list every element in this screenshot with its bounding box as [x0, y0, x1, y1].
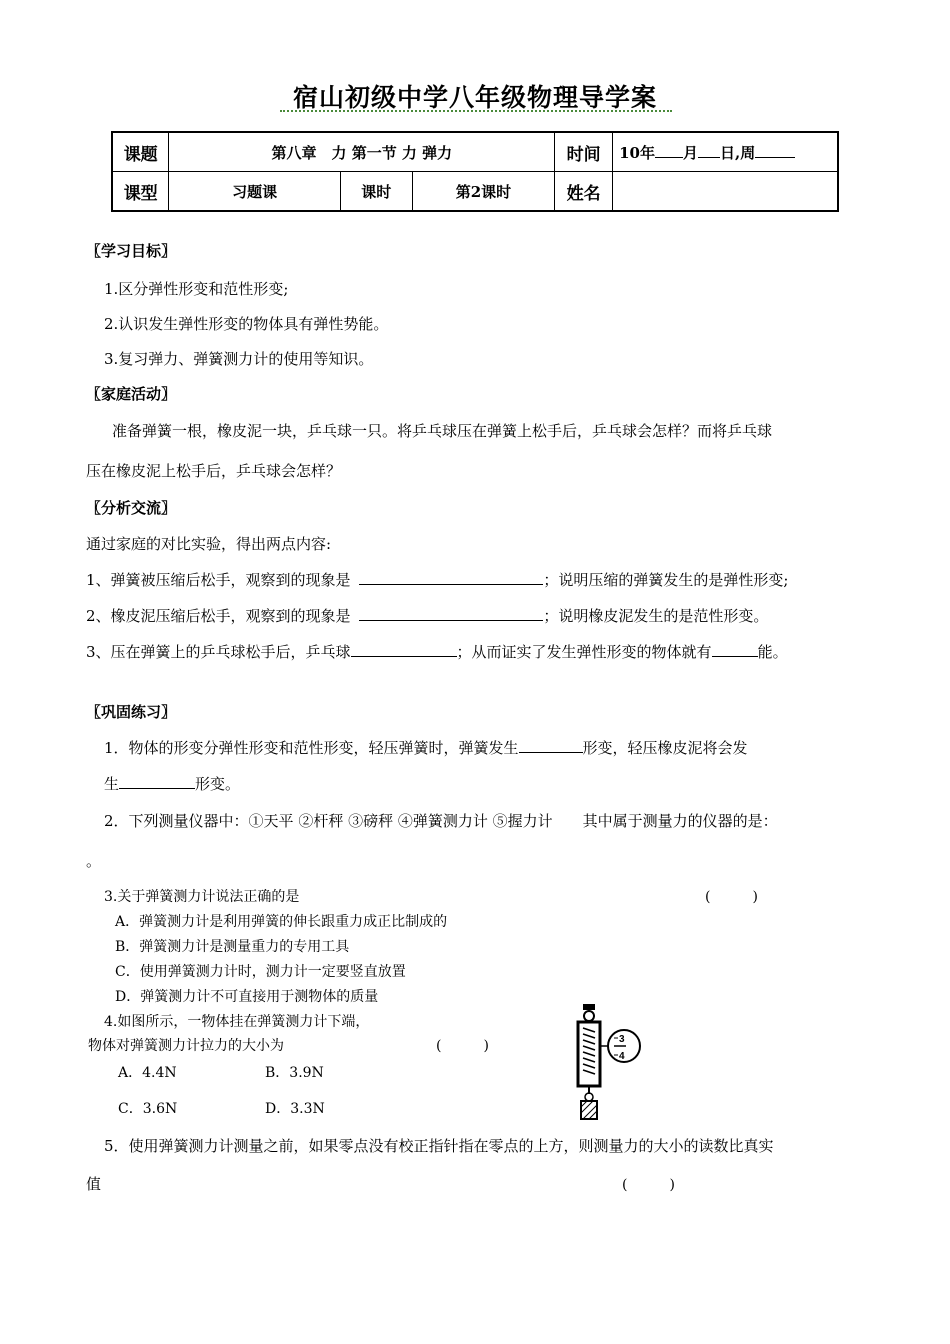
- time-value[interactable]: [613, 132, 838, 172]
- time-week-blank: [755, 143, 795, 158]
- analysis-item-3-mid: ；从而证实了发生弹性形变的物体就有: [456, 643, 712, 661]
- info-table: [111, 131, 839, 212]
- question-3-paren: ( ): [705, 889, 758, 905]
- scale-label-3: 3: [619, 1034, 625, 1045]
- q4-option-c: C．3.6N: [118, 1101, 178, 1117]
- time-month-blank: [655, 143, 683, 158]
- practice-heading: 〖巩固练习〗: [86, 703, 177, 721]
- analysis-item-3-tail: 能。: [757, 643, 788, 661]
- analysis-item-3-blank-1[interactable]: [351, 642, 457, 657]
- question-4-paren: ( ): [436, 1038, 489, 1054]
- home-line-2: 压在橡皮泥上松手后，乒乓球会怎样？: [86, 462, 342, 480]
- label-topic: 课题: [112, 132, 169, 172]
- q1-blank-1[interactable]: [519, 738, 583, 753]
- analysis-heading: 〖分析交流〗: [86, 499, 177, 517]
- q3-option-b: B．弹簧测力计是测量重力的专用工具: [115, 939, 350, 955]
- q1-text-a: 1．物体的形变分弹性形变和范性形变，轻压弹簧时，弹簧发生: [104, 739, 519, 757]
- question-5-line-2: 值: [86, 1175, 102, 1193]
- label-name: 姓名: [555, 172, 613, 212]
- goal-item-3: 3.复习弹力、弹簧测力计的使用等知识。: [104, 350, 374, 368]
- analysis-item-2: [86, 605, 768, 626]
- question-5-line-1: 5．使用弹簧测力计测量之前，如果零点没有校正指针指在零点的上方，则测量力的大小的读数比真实: [104, 1137, 774, 1155]
- analysis-item-1-tail: ；说明压缩的弹簧发生的是弹性形变;: [543, 571, 789, 589]
- time-year: 10年: [619, 143, 655, 162]
- analysis-item-2-text: 2、橡皮泥压缩后松手，观察到的现象是: [86, 607, 351, 625]
- time-month: 月: [683, 143, 699, 162]
- q1-text-c: 生: [104, 775, 120, 793]
- scale-top-hook: [583, 1004, 595, 1010]
- topic-value: 第八章 力 第一节 力 弹力: [169, 132, 555, 172]
- type-value: 习题课: [169, 172, 340, 212]
- spring-scale-figure: [566, 1002, 648, 1122]
- label-period: 课时: [340, 172, 412, 212]
- analysis-item-1-text: 1、弹簧被压缩后松手，观察到的现象是: [86, 571, 351, 589]
- title-underline: [280, 110, 672, 112]
- q1-text-d: 形变。: [195, 775, 241, 793]
- label-time: 时间: [555, 132, 613, 172]
- home-line-1: 准备弹簧一根，橡皮泥一块，乒乓球一只。将乒乓球压在弹簧上松手后，乒乓球会怎样？而将乒乓球: [112, 422, 773, 440]
- question-2-end: 。: [86, 852, 102, 870]
- scale-top-ring: [584, 1011, 594, 1021]
- q4-option-a: A．4.4N: [118, 1065, 177, 1081]
- label-type: 课型: [112, 172, 169, 212]
- info-row-1: [112, 132, 838, 172]
- scale-spring: [583, 1028, 595, 1074]
- analysis-item-2-tail: ；说明橡皮泥发生的是范性形变。: [543, 607, 769, 625]
- period-value: 第2课时: [412, 172, 555, 212]
- question-5-paren: ( ): [622, 1177, 675, 1193]
- question-4-line-1: 4.如图所示，一物体挂在弹簧测力计下端，: [104, 1014, 370, 1030]
- q3-option-a: A．弹簧测力计是利用弹簧的伸长跟重力成正比制成的: [115, 914, 448, 930]
- question-1-line-2: [104, 773, 240, 794]
- question-2: 2．下列测量仪器中：①天平 ②杆秤 ③磅秤 ④弹簧测力计 ⑤握力计 其中属于测量力的仪器的是：: [104, 812, 778, 830]
- name-field[interactable]: [613, 172, 838, 212]
- page-title: 宿山初级中学八年级物理导学案: [292, 83, 657, 112]
- q1-text-b: 形变，轻压橡皮泥将会发: [582, 739, 748, 757]
- question-1-line-1: [104, 737, 748, 758]
- analysis-item-2-blank[interactable]: [359, 606, 543, 621]
- analysis-item-3: [86, 641, 788, 662]
- q4-option-b: B．3.9N: [265, 1065, 324, 1081]
- analysis-intro: 通过家庭的对比实验，得出两点内容:: [86, 535, 332, 553]
- goal-item-2: 2.认识发生弹性形变的物体具有弹性势能。: [104, 315, 389, 333]
- q4-option-d: D．3.3N: [265, 1101, 325, 1117]
- q3-option-d: D．弹簧测力计不可直接用于测物体的质量: [115, 989, 379, 1005]
- analysis-item-3-text: 3、压在弹簧上的乒乓球松手后，乒乓球: [86, 643, 351, 661]
- scale-label-4: 4: [619, 1051, 625, 1062]
- analysis-item-3-blank-2[interactable]: [712, 642, 758, 657]
- question-3-stem: 3.关于弹簧测力计说法正确的是: [104, 889, 300, 905]
- goal-item-1: 1.区分弹性形变和范性形变;: [104, 280, 289, 298]
- q1-blank-2[interactable]: [119, 774, 195, 789]
- q3-option-c: C．使用弹簧测力计时，测力计一定要竖直放置: [115, 964, 406, 980]
- question-4-line-2: 物体对弹簧测力计拉力的大小为: [88, 1038, 284, 1054]
- analysis-item-1-blank[interactable]: [359, 570, 543, 585]
- info-row-2: [112, 172, 838, 212]
- analysis-item-1: [86, 569, 788, 590]
- scale-bottom-ring: [585, 1093, 593, 1101]
- goals-heading: 〖学习目标〗: [86, 242, 177, 260]
- home-heading: 〖家庭活动〗: [86, 385, 177, 403]
- time-day: 日,周: [720, 143, 756, 162]
- time-day-blank: [698, 143, 720, 158]
